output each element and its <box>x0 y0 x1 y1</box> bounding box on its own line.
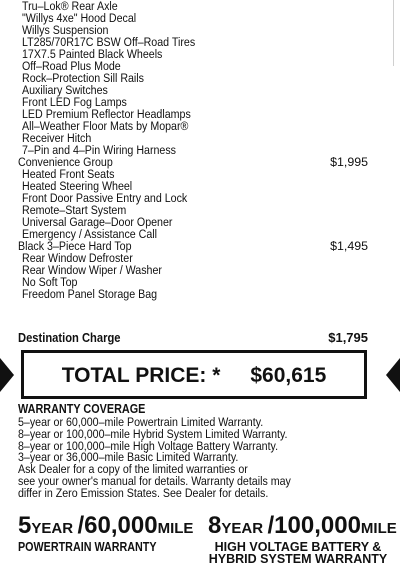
option-label: Heated Front Seats <box>22 167 115 181</box>
hybrid-years: 8 <box>208 512 222 539</box>
option-label: No Soft Top <box>22 275 78 289</box>
total-price-amount: $60,615 <box>250 364 327 387</box>
option-label: Willys Suspension <box>22 23 109 37</box>
hybrid-year-unit: YEAR <box>221 520 264 537</box>
option-label: 7–Pin and 4–Pin Wiring Harness <box>22 143 177 157</box>
option-label: Rock–Protection Sill Rails <box>22 71 144 85</box>
option-label: Heated Steering Wheel <box>22 179 133 193</box>
warranty-line-text: 8–year or 100,000–mile Hybrid System Limited Warranty. <box>18 426 288 441</box>
right-arrow-icon <box>386 358 400 392</box>
option-label: Black 3–Piece Hard Top <box>18 239 132 253</box>
warranty-heading: WARRANTY COVERAGE <box>18 402 146 416</box>
hybrid-miles: /100,000 <box>267 512 361 539</box>
option-label: 17X7.5 Painted Black Wheels <box>22 47 163 61</box>
warranty-line-text: 3–year or 36,000–mile Basic Limited Warranty. <box>18 450 239 465</box>
powertrain-years: 5 <box>18 512 32 539</box>
warranty-line-text: differ in Zero Emission States. See Dealer for details. <box>18 485 269 500</box>
left-arrow-icon <box>0 358 14 392</box>
option-label: Universal Garage–Door Opener <box>22 215 173 229</box>
warranty-line <box>18 485 378 500</box>
destination-charge-label: Destination Charge <box>18 330 121 345</box>
option-label: Front Door Passive Entry and Lock <box>22 191 188 205</box>
hybrid-warranty-badge <box>208 512 397 566</box>
option-item <box>18 288 368 300</box>
hybrid-caption-2: HYBRID SYSTEM WARRANTY <box>208 552 388 566</box>
total-price-label: TOTAL PRICE: * <box>61 364 221 387</box>
powertrain-caption: POWERTRAIN WARRANTY <box>18 540 157 554</box>
powertrain-year-unit: YEAR <box>31 520 74 537</box>
destination-charge-value: $1,795 <box>328 330 368 345</box>
option-label: LT285/70R17C BSW Off–Road Tires <box>22 35 196 49</box>
option-price: $1,995 <box>330 155 368 169</box>
option-label: Tru–Lok® Rear Axle <box>22 0 118 13</box>
hybrid-caption-1: HIGH VOLTAGE BATTERY & <box>214 540 382 554</box>
option-label: Front LED Fog Lamps <box>22 95 127 109</box>
option-label: Receiver Hitch <box>22 131 92 145</box>
option-label: Rear Window Defroster <box>22 251 133 265</box>
warranty-line-text: 8–year or 100,000–mile High Voltage Battery Warranty. <box>18 438 279 453</box>
options-list <box>18 0 368 300</box>
option-label: "Willys 4xe" Hood Decal <box>22 11 137 25</box>
scrollbar[interactable] <box>393 0 394 66</box>
option-label: Rear Window Wiper / Washer <box>22 263 162 277</box>
option-label: LED Premium Reflector Headlamps <box>22 107 191 121</box>
powertrain-miles: /60,000 <box>77 512 158 539</box>
warranty-lines <box>18 417 378 500</box>
hybrid-mile-unit: MILE <box>360 520 397 537</box>
powertrain-mile-unit: MILE <box>157 520 194 537</box>
destination-charge-row <box>18 330 368 346</box>
warranty-line-text: 5–year or 60,000–mile Powertrain Limited Warranty. <box>18 415 264 429</box>
warranty-line-text: see your owner's manual for details. Warranty details may <box>18 473 291 488</box>
option-label: Freedom Panel Storage Bag <box>22 287 158 301</box>
option-price: $1,495 <box>330 239 368 253</box>
option-label: All–Weather Floor Mats by Mopar® <box>22 119 189 133</box>
warranty-coverage <box>18 404 378 500</box>
warranty-line-text: Ask Dealer for a copy of the limited warranties or <box>18 462 248 477</box>
powertrain-warranty-badge <box>18 512 194 554</box>
option-label: Off–Road Plus Mode <box>22 59 121 73</box>
option-label: Remote–Start System <box>22 203 127 217</box>
total-price-box <box>21 350 367 399</box>
option-label: Emergency / Assistance Call <box>22 227 158 241</box>
option-label: Auxiliary Switches <box>22 83 108 97</box>
option-label: Convenience Group <box>18 155 113 169</box>
